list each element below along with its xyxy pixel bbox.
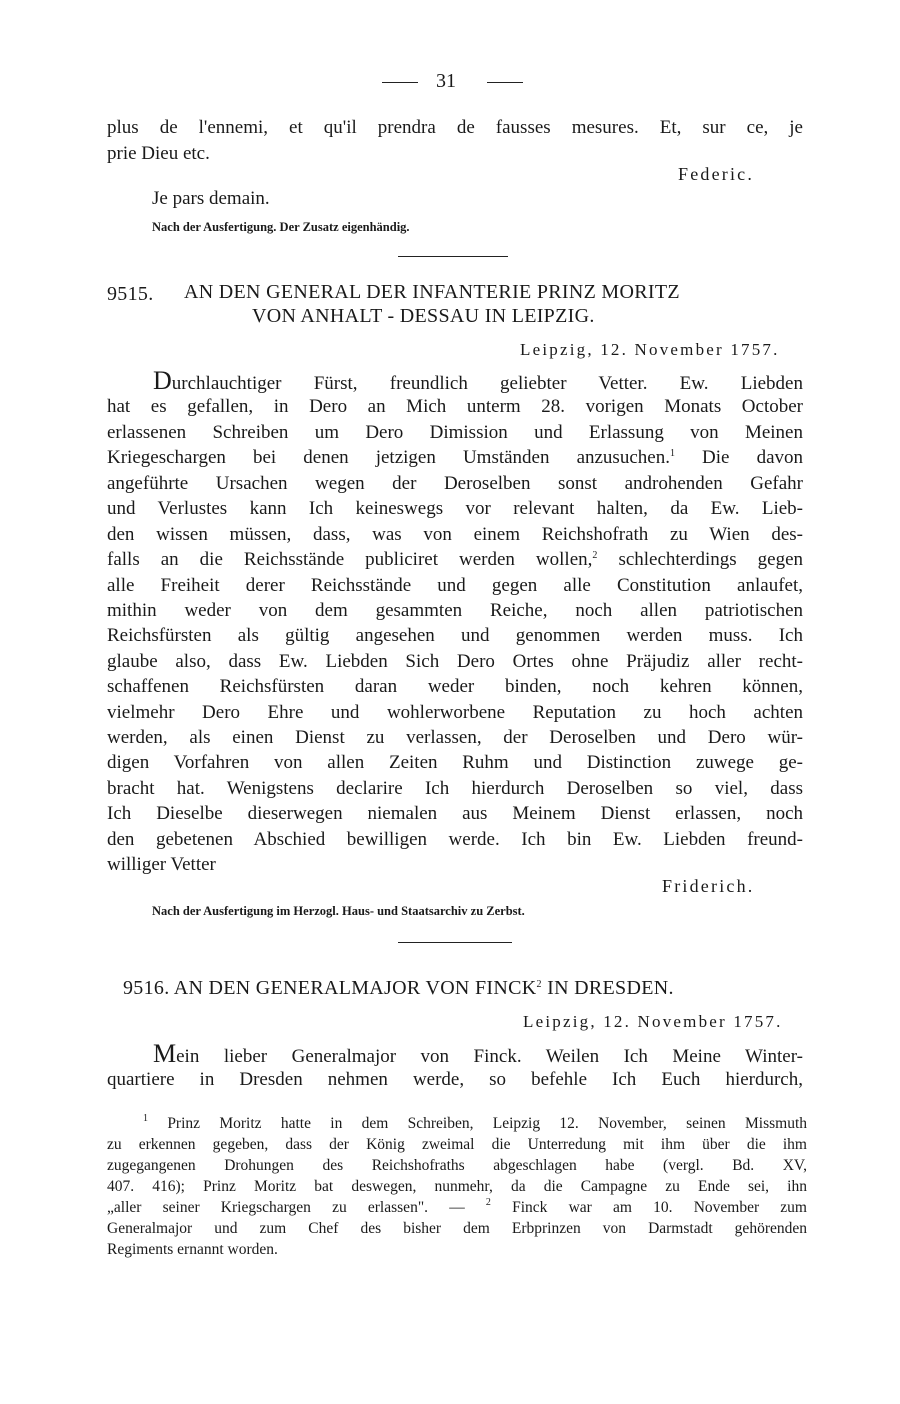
footnote-ref-2b[interactable]: 2 xyxy=(536,979,542,990)
footnote-ref-2[interactable]: 2 xyxy=(592,550,598,561)
letter-9515-line-8-text: falls an die Reichsstände publiciret werden wollen, xyxy=(107,549,593,570)
header-rule-right xyxy=(487,82,523,83)
letter-9515-line-4 xyxy=(107,445,803,470)
footnote-line-4: 407. 416); Prinz Moritz bat deswegen, nunmehr, da die Campagne zu Ende sei, ihn xyxy=(107,1178,807,1195)
letter-9515-number: 9515. xyxy=(107,283,154,305)
letter-9515-line-7: den wissen müssen, dass, was von einem Reichshofrath zu Wien des- xyxy=(107,524,803,545)
letter-9515-line-10: mithin weder von dem gesammten Reiche, noch allen patriotischen xyxy=(107,600,803,621)
letter-9516-heading-post: IN DRESDEN. xyxy=(547,977,674,999)
letter-9515-line-3: erlassenen Schreiben um Dero Dimission und Erlassung von Meinen xyxy=(107,422,803,443)
letter-9515-line-8-tail: schlechterdings gegen xyxy=(618,549,804,570)
footnote-line-2: zu erkennen gegeben, dass der König zweimal die Unterredung mit ihm über die ihm xyxy=(107,1136,807,1153)
letter-9515-place-date: Leipzig, 12. November 1757. xyxy=(520,340,780,359)
letter-9515-dropcap: D xyxy=(153,366,172,395)
letter-9515-line-16: digen Vorfahren von allen Zeiten Ruhm und Distinction zuwege ge- xyxy=(107,752,803,773)
page-number: 31 xyxy=(436,70,456,92)
letter-9515-line-11: Reichsfürsten als gültig angesehen und genommen werden muss. Ich xyxy=(107,625,803,646)
letter-9515-line-12: glaube also, dass Ew. Liebden Sich Dero Ortes ohne Präjudiz aller recht- xyxy=(107,651,803,672)
footnote-line-5-tail: Finck war am 10. November zum xyxy=(512,1199,807,1216)
letter-9515-line-9: alle Freiheit derer Reichsstände und gegen alle Constitution anlaufet, xyxy=(107,575,803,596)
footnote-line-6: Generalmajor und zum Chef des bisher dem Erbprinzen von Darmstadt gehörenden xyxy=(107,1220,807,1237)
letter-9516-place-date: Leipzig, 12. November 1757. xyxy=(523,1012,783,1031)
footnote-line-1-text: Prinz Moritz hatte in dem Schreiben, Leipzig 12. November, seinen Missmuth xyxy=(167,1115,808,1132)
letter-9515-line-5: angeführte Ursachen wegen der Deroselben sonst androhenden Gefahr xyxy=(107,473,803,494)
letter-9515-heading-line-1: AN DEN GENERAL DER INFANTERIE PRINZ MORITZ xyxy=(184,281,680,303)
letter-9515-line-1-text: urchlauchtiger Fürst, freundlich geliebter Vetter. Ew. Liebden xyxy=(171,373,803,394)
prev-letter-postscript: Je pars demain. xyxy=(152,188,270,209)
footnote-line-5 xyxy=(107,1197,807,1218)
prev-letter-line-1: plus de l'ennemi, et qu'il prendra de fausses mesures. Et, sur ce, je xyxy=(107,117,803,138)
section-divider-2 xyxy=(398,942,512,943)
letter-9515-line-8 xyxy=(107,547,803,572)
footnote-line-1 xyxy=(143,1113,807,1134)
letter-9515-line-20: williger Vetter xyxy=(107,854,216,875)
letter-9515-line-1 xyxy=(153,368,803,396)
letter-9516-line-1 xyxy=(153,1041,803,1069)
header-rule-left xyxy=(382,82,418,83)
letter-9515-line-6: und Verlustes kann Ich keineswegs vor relevant halten, da Ew. Lieb- xyxy=(107,498,803,519)
letter-9515-heading-line-2: VON ANHALT - DESSAU IN LEIPZIG. xyxy=(252,305,595,327)
footnote-ref-1[interactable]: 1 xyxy=(669,448,675,459)
footnote-line-3: zugegangenen Drohungen des Reichshofraths abgeschlagen habe (vergl. Bd. XV, xyxy=(107,1157,807,1174)
letter-9516-heading xyxy=(123,977,674,1000)
letter-9516-dropcap: M xyxy=(153,1039,177,1068)
letter-9515-line-2: hat es gefallen, in Dero an Mich unterm 28. vorigen Monats October xyxy=(107,396,803,417)
letter-9515-line-4-tail: Die davon xyxy=(702,447,804,468)
letter-9515-source-note: Nach der Ausfertigung im Herzogl. Haus- und Staatsarchiv zu Zerbst. xyxy=(152,904,525,918)
letter-9515-line-17: bracht hat. Wenigstens declarire Ich hierdurch Deroselben so viel, dass xyxy=(107,778,803,799)
letter-9516-heading-pre: AN DEN GENERALMAJOR VON FINCK xyxy=(173,977,537,999)
footnote-mark-2: 2 xyxy=(485,1197,491,1208)
letter-9516-number: 9516. xyxy=(123,977,170,999)
letter-9515-line-4-text: Kriegeschargen bei denen jetzigen Umständen anzusuchen. xyxy=(107,447,670,468)
letter-9515-line-13: schaffenen Reichsfürsten daran weder binden, noch kehren können, xyxy=(107,676,803,697)
letter-9515-signature: Friderich. xyxy=(662,876,755,896)
prev-letter-line-2: prie Dieu etc. xyxy=(107,143,210,164)
footnote-mark-1: 1 xyxy=(143,1113,148,1124)
letter-9515-line-14: vielmehr Dero Ehre und wohlerworbene Reputation zu hoch achten xyxy=(107,702,803,723)
footnote-line-5-text: „aller seiner Kriegschargen zu erlassen". — xyxy=(107,1199,465,1216)
letter-9516-line-2: quartiere in Dresden nehmen werde, so befehle Ich Euch hierdurch, xyxy=(107,1069,803,1090)
letter-9516-line-1-text: ein lieber Generalmajor von Finck. Weilen Ich Meine Winter- xyxy=(176,1046,803,1067)
footnote-line-7: Regiments ernannt worden. xyxy=(107,1241,278,1258)
letter-9515-line-19: den gebetenen Abschied bewilligen werde. Ich bin Ew. Liebden freund- xyxy=(107,829,803,850)
section-divider-1 xyxy=(398,256,508,257)
letter-9515-line-18: Ich Dieselbe dieserwegen niemalen aus Meinem Dienst erlassen, noch xyxy=(107,803,803,824)
prev-letter-source-note: Nach der Ausfertigung. Der Zusatz eigenhändig. xyxy=(152,220,410,234)
letter-9515-line-15: werden, als einen Dienst zu verlassen, der Deroselben und Dero wür- xyxy=(107,727,803,748)
prev-letter-signature: Federic. xyxy=(678,164,755,184)
